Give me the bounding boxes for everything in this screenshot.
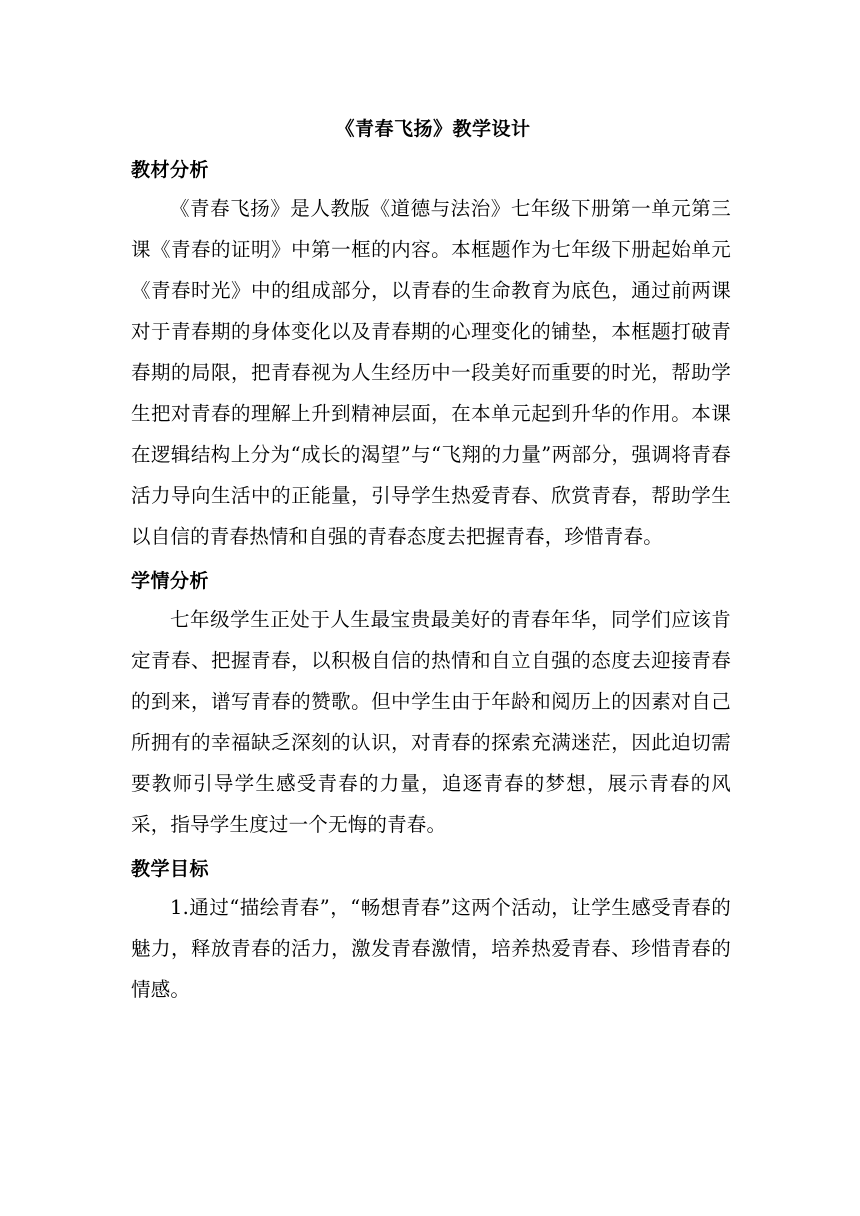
document-body [131,112,731,1010]
section-paragraph-student-analysis: 七年级学生正处于人生最宝贵最美好的青春年华，同学们应该肯定青春、把握青春，以积极自信的热情和自立自强的态度去迎接青春的到来，谱写青春的赞歌。但中学生由于年龄和阅历上的因素对自己所拥有的幸福缺乏深刻的认识，对青春的探索充满迷茫，因此迫切需要教师引导学生感受青春的力量，追逐青春的梦想，展示青春的风采，指导学生度过一个无悔的青春。 [131,608,731,836]
document-title: 《青春飞扬》教学设计 [335,118,531,140]
section-paragraph-teaching-objectives: 1.通过“描绘青春”，“畅想青春”这两个活动，让学生感受青春的魅力，释放青春的活力，激发青春激情，培养热爱青春、珍惜青春的情感。 [131,896,731,1001]
section-heading-textbook-analysis: 教材分析 [131,159,210,181]
section-paragraph-textbook-analysis: 《青春飞扬》是人教版《道德与法治》七年级下册第一单元第三课《青春的证明》中第一框的内容。本框题作为七年级下册起始单元《青春时光》中的组成部分，以青春的生命教育为底色，通过前两课对于青春期的身体变化以及青春期的心理变化的铺垫，本框题打破青春期的局限，把青春视为人生经历中一段美好而重要的时光，帮助学生把对青春的理解上升到精神层面，在本单元起到升华的作用。本课在逻辑结构上分为“成长的渴望”与“飞翔的力量”两部分，强调将青春活力导向生活中的正能量，引导学生热爱青春、欣赏青春，帮助学生以自信的青春热情和自强的青春态度去把握青春，珍惜青春。 [131,197,731,548]
section-heading-student-analysis: 学情分析 [131,570,210,592]
section-heading-teaching-objectives: 教学目标 [131,858,210,880]
